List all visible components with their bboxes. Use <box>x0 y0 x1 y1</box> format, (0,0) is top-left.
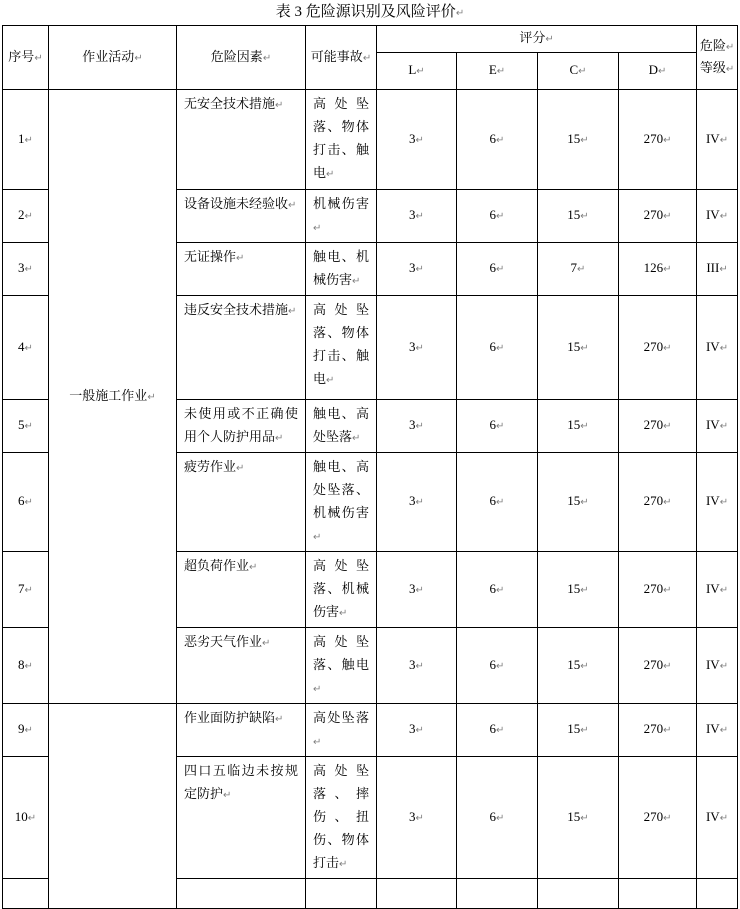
cell-score-c <box>538 628 619 704</box>
paragraph-mark: ↵ <box>725 41 735 53</box>
paragraph-mark: ↵ <box>313 532 322 543</box>
cell-accident <box>306 704 377 757</box>
paragraph-mark: ↵ <box>719 421 729 432</box>
paragraph-mark: ↵ <box>262 52 272 64</box>
paragraph-mark: ↵ <box>416 66 425 77</box>
paragraph-mark: ↵ <box>415 812 424 824</box>
paragraph-mark: ↵ <box>415 264 424 275</box>
cell-score-l-text: 3 <box>409 580 416 596</box>
cell-score-l <box>377 628 457 704</box>
cell-activity <box>49 90 177 704</box>
cell-accident <box>306 243 377 296</box>
cell-serial <box>3 453 49 552</box>
cell-score-l <box>377 757 457 879</box>
cell-score-d <box>619 243 697 296</box>
cell-score-e-text: 6 <box>489 260 497 275</box>
paragraph-mark: ↵ <box>580 421 589 432</box>
cell-accident <box>306 90 377 190</box>
paragraph-mark: ↵ <box>27 812 37 824</box>
header-hazard <box>177 26 306 90</box>
paragraph-mark: ↵ <box>580 134 589 146</box>
cell-score-e-text: 6 <box>489 417 497 432</box>
paragraph-mark: ↵ <box>352 276 361 287</box>
cell-risk-grade <box>697 552 738 628</box>
header-accident <box>306 26 377 90</box>
cell-serial-text: 4 <box>18 338 25 354</box>
cell-score-d-text: 270 <box>643 808 664 824</box>
cell-score-c-text: 7 <box>570 260 578 275</box>
paragraph-mark: ↵ <box>658 66 667 77</box>
cell-score-d-text: 126 <box>643 260 664 275</box>
paragraph-mark: ↵ <box>415 342 424 354</box>
cell-score-d-text: 270 <box>643 656 664 672</box>
cell-hazard <box>177 453 306 552</box>
cell-score-c-text: 15 <box>567 808 581 824</box>
cell-serial <box>3 190 49 243</box>
cell-risk-grade-text: III <box>706 260 720 275</box>
cell-score-l <box>377 296 457 400</box>
cell-hazard-text: 违反安全技术措施 <box>184 302 289 317</box>
header-grade-line2: 等级 <box>699 59 726 75</box>
cell-score-e <box>457 190 538 243</box>
cell-score-e-text: 6 <box>489 721 497 736</box>
cell-score-c-text: 15 <box>567 207 581 222</box>
paragraph-mark: ↵ <box>663 812 672 824</box>
paragraph-mark: ↵ <box>24 342 33 354</box>
header-score-d-label: D <box>648 62 659 77</box>
cell-accident-text: 高处坠落、触电 <box>313 634 369 672</box>
cell-score-c <box>538 296 619 400</box>
cell-accident <box>306 296 377 400</box>
cell-score-e <box>457 400 538 453</box>
paragraph-mark: ↵ <box>313 737 322 748</box>
paragraph-mark: ↵ <box>326 169 335 180</box>
cell-score-d <box>619 453 697 552</box>
header-row-1 <box>3 26 738 53</box>
cell-serial <box>3 400 49 453</box>
cell-risk-grade <box>697 243 738 296</box>
paragraph-mark: ↵ <box>352 433 361 444</box>
cell-score-c-text: 15 <box>567 417 581 432</box>
cell-hazard <box>177 552 306 628</box>
cell-serial-text: 6 <box>18 493 25 508</box>
cell-accident-text: 高处坠落、物体打击、触电 <box>313 96 369 180</box>
paragraph-mark: ↵ <box>415 134 424 146</box>
cell-score-c <box>538 757 619 879</box>
cell-score-d <box>619 90 697 190</box>
cell-risk-grade-text: IV <box>705 493 720 508</box>
paragraph-mark: ↵ <box>134 52 143 64</box>
cell-score-e-text: 6 <box>489 130 497 146</box>
cell-serial-text: 2 <box>18 207 25 222</box>
cell-score-l-text: 3 <box>409 338 416 354</box>
cell-risk-grade-text: IV <box>705 808 720 824</box>
cell-score-l-text: 3 <box>409 130 416 146</box>
paragraph-mark: ↵ <box>663 497 672 508</box>
cell-score-d <box>619 400 697 453</box>
paragraph-mark: ↵ <box>415 211 424 222</box>
paragraph-mark: ↵ <box>339 608 348 619</box>
paragraph-mark: ↵ <box>24 660 33 672</box>
paragraph-mark: ↵ <box>496 812 505 824</box>
cell-score-e <box>457 296 538 400</box>
cell-score-l-text: 3 <box>409 808 416 824</box>
cell-risk-grade-text: IV <box>705 656 720 672</box>
cell-score-e <box>457 628 538 704</box>
header-score-d <box>619 53 697 90</box>
cell-score-c <box>538 90 619 190</box>
cell-accident <box>306 400 377 453</box>
cell-score-l <box>377 453 457 552</box>
header-accident-label: 可能事故 <box>310 48 363 64</box>
cell-risk-grade <box>697 453 738 552</box>
cell-risk-grade-text: IV <box>705 580 720 596</box>
cell-risk-grade <box>697 400 738 453</box>
cell-score-c <box>538 190 619 243</box>
paragraph-mark: ↵ <box>719 342 729 354</box>
table-row <box>3 90 738 190</box>
paragraph-mark: ↵ <box>545 34 554 45</box>
cell-score-c <box>538 552 619 628</box>
paragraph-mark: ↵ <box>496 421 505 432</box>
paragraph-mark: ↵ <box>236 253 245 264</box>
header-grade-line1: 危险 <box>699 37 726 53</box>
cell-score-d-text: 270 <box>643 338 664 354</box>
cell-hazard-text: 设备设施未经验收 <box>184 196 289 211</box>
paragraph-mark: ↵ <box>496 264 505 275</box>
cell-hazard-text: 四口五临边未按规定防护 <box>184 763 298 801</box>
cell-hazard-text: 无安全技术措施 <box>184 96 276 111</box>
paragraph-mark: ↵ <box>339 859 348 870</box>
table-row <box>3 704 738 757</box>
paragraph-mark: ↵ <box>415 584 424 596</box>
cell-score-c <box>538 453 619 552</box>
cell-score-e <box>457 879 538 909</box>
paragraph-mark: ↵ <box>663 134 672 146</box>
page-title <box>0 0 740 25</box>
paragraph-mark: ↵ <box>313 684 322 695</box>
cell-hazard-text: 超负荷作业 <box>184 558 250 573</box>
cell-score-l <box>377 90 457 190</box>
cell-hazard <box>177 879 306 909</box>
paragraph-mark: ↵ <box>719 497 729 508</box>
cell-risk-grade <box>697 879 738 909</box>
cell-serial-text: 3 <box>18 260 25 275</box>
paragraph-mark: ↵ <box>496 66 506 77</box>
page-title-text: 表 3 危险源识别及风险评价 <box>275 4 456 20</box>
cell-hazard-text: 无证操作 <box>184 249 237 264</box>
cell-score-e <box>457 90 538 190</box>
paragraph-mark: ↵ <box>580 342 589 354</box>
cell-score-l <box>377 400 457 453</box>
paragraph-mark: ↵ <box>223 790 232 801</box>
paragraph-mark: ↵ <box>663 584 672 596</box>
cell-score-d-text: 270 <box>643 130 664 146</box>
cell-score-l <box>377 552 457 628</box>
paragraph-mark: ↵ <box>147 391 156 403</box>
cell-serial-text: 9 <box>18 721 25 736</box>
cell-serial-text: 8 <box>18 656 25 672</box>
cell-serial <box>3 90 49 190</box>
cell-serial <box>3 243 49 296</box>
paragraph-mark: ↵ <box>288 200 297 211</box>
cell-score-d <box>619 757 697 879</box>
paragraph-mark: ↵ <box>663 725 672 736</box>
cell-score-d-text: 270 <box>643 417 664 432</box>
header-score-group-label: 评分 <box>519 30 546 45</box>
cell-serial <box>3 704 49 757</box>
header-hazard-label: 危险因素 <box>210 48 263 64</box>
cell-score-d-text: 270 <box>643 721 664 736</box>
paragraph-mark: ↵ <box>496 342 505 354</box>
cell-risk-grade <box>697 704 738 757</box>
cell-accident <box>306 552 377 628</box>
cell-score-l <box>377 190 457 243</box>
cell-hazard-text: 疲劳作业 <box>184 459 237 474</box>
cell-accident-text: 机械伤害 <box>313 196 369 211</box>
cell-score-l-text: 3 <box>409 260 416 275</box>
paragraph-mark: ↵ <box>34 52 43 64</box>
cell-hazard <box>177 190 306 243</box>
cell-risk-grade <box>697 628 738 704</box>
paragraph-mark: ↵ <box>663 264 672 275</box>
paragraph-mark: ↵ <box>455 8 465 19</box>
header-activity-label: 作业活动 <box>82 48 135 64</box>
cell-score-e-text: 6 <box>489 493 497 508</box>
paragraph-mark: ↵ <box>24 421 33 432</box>
cell-score-d-text: 270 <box>643 580 664 596</box>
header-activity <box>49 26 177 90</box>
cell-serial-text: 5 <box>18 417 25 432</box>
paragraph-mark: ↵ <box>288 306 297 317</box>
paragraph-mark: ↵ <box>415 725 424 736</box>
header-score-l <box>377 53 457 90</box>
cell-accident <box>306 453 377 552</box>
cell-score-e <box>457 453 538 552</box>
cell-score-l-text: 3 <box>409 207 416 222</box>
cell-risk-grade-text: IV <box>705 338 720 354</box>
cell-score-e <box>457 704 538 757</box>
cell-score-l-text: 3 <box>409 493 416 508</box>
paragraph-mark: ↵ <box>719 812 729 824</box>
cell-activity <box>49 704 177 909</box>
cell-score-d <box>619 190 697 243</box>
paragraph-mark: ↵ <box>496 134 505 146</box>
cell-score-e <box>457 243 538 296</box>
paragraph-mark: ↵ <box>663 660 672 672</box>
paragraph-mark: ↵ <box>236 463 245 474</box>
cell-score-l-text: 3 <box>409 417 416 432</box>
cell-accident <box>306 757 377 879</box>
cell-serial-text: 7 <box>18 580 25 596</box>
paragraph-mark: ↵ <box>719 660 729 672</box>
cell-score-e <box>457 757 538 879</box>
cell-accident-text: 触电、高处坠落 <box>313 406 369 444</box>
cell-serial <box>3 628 49 704</box>
cell-serial-text: 1 <box>18 130 25 146</box>
cell-hazard-text: 未使用或不正确使用个人防护用品 <box>184 406 298 444</box>
paragraph-mark: ↵ <box>719 211 729 222</box>
cell-score-l-text: 3 <box>409 656 416 672</box>
paragraph-mark: ↵ <box>719 134 729 146</box>
cell-risk-grade-text: IV <box>705 207 720 222</box>
header-score-group <box>377 26 697 53</box>
cell-score-c <box>538 243 619 296</box>
paragraph-mark: ↵ <box>262 638 271 649</box>
cell-serial <box>3 757 49 879</box>
paragraph-mark: ↵ <box>725 63 735 75</box>
cell-score-e-text: 6 <box>489 580 497 596</box>
cell-score-c-text: 15 <box>567 130 581 146</box>
cell-accident <box>306 879 377 909</box>
header-serial <box>3 26 49 90</box>
paragraph-mark: ↵ <box>24 264 33 275</box>
paragraph-mark: ↵ <box>24 497 33 508</box>
cell-accident-text: 触电、机械伤害 <box>313 249 369 287</box>
paragraph-mark: ↵ <box>580 497 589 508</box>
cell-risk-grade <box>697 757 738 879</box>
paragraph-mark: ↵ <box>496 211 505 222</box>
paragraph-mark: ↵ <box>313 223 322 234</box>
paragraph-mark: ↵ <box>719 725 729 736</box>
cell-accident <box>306 190 377 243</box>
cell-hazard-text: 恶劣天气作业 <box>184 634 263 649</box>
cell-accident-text: 高处坠落、摔伤、扭伤、物体打击 <box>313 763 369 870</box>
paragraph-mark: ↵ <box>362 52 372 64</box>
paragraph-mark: ↵ <box>663 211 672 222</box>
cell-accident-text: 触电、高处坠落、机械伤害 <box>313 459 369 520</box>
header-score-c <box>538 53 619 90</box>
paragraph-mark: ↵ <box>24 725 33 736</box>
paragraph-mark: ↵ <box>580 211 589 222</box>
cell-accident <box>306 628 377 704</box>
cell-score-d <box>619 704 697 757</box>
cell-hazard <box>177 296 306 400</box>
cell-score-l <box>377 879 457 909</box>
cell-hazard-text: 作业面防护缺陷 <box>184 710 276 725</box>
cell-serial-text: 10 <box>14 808 28 824</box>
cell-risk-grade <box>697 90 738 190</box>
header-score-e <box>457 53 538 90</box>
header-score-e-label: E <box>488 62 497 77</box>
cell-risk-grade-text: IV <box>705 417 720 432</box>
cell-score-c <box>538 879 619 909</box>
cell-hazard <box>177 400 306 453</box>
cell-score-l <box>377 243 457 296</box>
header-score-c-label: C <box>569 62 579 77</box>
paragraph-mark: ↵ <box>580 725 589 736</box>
cell-score-c-text: 15 <box>567 338 581 354</box>
paragraph-mark: ↵ <box>496 584 505 596</box>
cell-score-d <box>619 628 697 704</box>
cell-serial <box>3 296 49 400</box>
cell-risk-grade-text: IV <box>705 721 720 736</box>
cell-score-d <box>619 552 697 628</box>
paragraph-mark: ↵ <box>496 725 505 736</box>
cell-accident-text: 高处坠落、物体打击、触电 <box>313 302 369 386</box>
paragraph-mark: ↵ <box>275 100 284 111</box>
cell-risk-grade <box>697 190 738 243</box>
cell-score-d <box>619 296 697 400</box>
paragraph-mark: ↵ <box>496 660 505 672</box>
cell-score-e-text: 6 <box>489 207 497 222</box>
cell-risk-grade-text: IV <box>705 130 720 146</box>
paragraph-mark: ↵ <box>275 714 284 725</box>
cell-accident-text: 高处坠落、机械伤害 <box>313 558 369 619</box>
cell-score-e-text: 6 <box>489 338 497 354</box>
header-grade <box>697 26 738 90</box>
paragraph-mark: ↵ <box>24 134 33 146</box>
paragraph-mark: ↵ <box>496 497 505 508</box>
paragraph-mark: ↵ <box>415 421 424 432</box>
cell-score-e-text: 6 <box>489 808 497 824</box>
cell-hazard <box>177 243 306 296</box>
cell-score-d <box>619 879 697 909</box>
paragraph-mark: ↵ <box>24 211 33 222</box>
cell-hazard <box>177 90 306 190</box>
cell-score-l-text: 3 <box>409 721 416 736</box>
cell-score-d-text: 270 <box>643 493 664 508</box>
risk-assessment-table <box>2 25 738 909</box>
header-score-l-label: L <box>408 62 417 77</box>
cell-activity-text: 一般施工作业 <box>69 387 148 403</box>
cell-accident-text: 高处坠落 <box>313 710 369 725</box>
header-serial-label: 序号 <box>8 48 35 64</box>
cell-hazard <box>177 628 306 704</box>
paragraph-mark: ↵ <box>578 66 587 77</box>
cell-hazard <box>177 704 306 757</box>
cell-score-c <box>538 704 619 757</box>
cell-serial <box>3 552 49 628</box>
paragraph-mark: ↵ <box>249 562 258 573</box>
paragraph-mark: ↵ <box>580 812 589 824</box>
cell-risk-grade <box>697 296 738 400</box>
paragraph-mark: ↵ <box>663 421 672 432</box>
paragraph-mark: ↵ <box>577 264 586 275</box>
paragraph-mark: ↵ <box>275 433 284 444</box>
cell-score-c-text: 15 <box>567 656 581 672</box>
paragraph-mark: ↵ <box>24 584 33 596</box>
cell-score-e-text: 6 <box>489 656 497 672</box>
paragraph-mark: ↵ <box>326 375 335 386</box>
cell-score-l <box>377 704 457 757</box>
paragraph-mark: ↵ <box>719 584 729 596</box>
cell-hazard <box>177 757 306 879</box>
cell-serial <box>3 879 49 909</box>
cell-score-d-text: 270 <box>643 207 664 222</box>
cell-score-c <box>538 400 619 453</box>
paragraph-mark: ↵ <box>415 497 424 508</box>
cell-score-c-text: 15 <box>567 721 581 736</box>
paragraph-mark: ↵ <box>663 342 672 354</box>
paragraph-mark: ↵ <box>415 660 424 672</box>
paragraph-mark: ↵ <box>580 660 589 672</box>
paragraph-mark: ↵ <box>719 264 728 275</box>
cell-score-e <box>457 552 538 628</box>
paragraph-mark: ↵ <box>580 584 589 596</box>
cell-score-c-text: 15 <box>567 580 581 596</box>
cell-score-c-text: 15 <box>567 493 581 508</box>
